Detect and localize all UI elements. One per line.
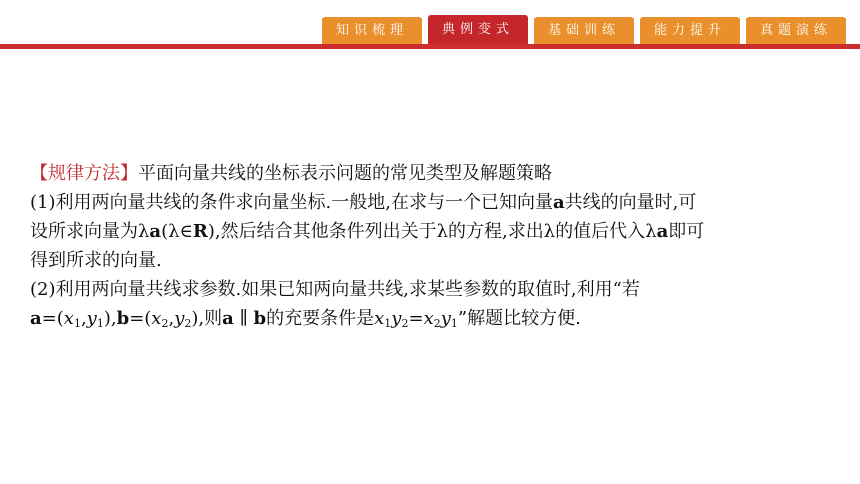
paragraph-1 — [30, 188, 830, 275]
method-heading — [30, 160, 830, 188]
lambda-symbol: λ — [543, 221, 556, 242]
heading-tag: 【规律方法】 — [30, 163, 138, 184]
text-run: ”解题比较方便. — [457, 308, 581, 329]
tab-ability-improvement[interactable]: 能力提升 — [640, 17, 740, 45]
text-run: 的方程,求出 — [448, 221, 544, 242]
vector-a: a — [149, 221, 162, 242]
subscript: 1 — [96, 317, 104, 330]
para1-line3: 得到所求的向量. — [30, 250, 162, 271]
text-run: , — [80, 308, 87, 329]
para2-line1: (2)利用两向量共线求参数.如果已知两向量共线,求某些参数的取值时,利用“若 — [30, 279, 640, 300]
text-run: 设所求向量为 — [30, 221, 138, 242]
subscript: 2 — [161, 317, 169, 330]
subscript: 1 — [73, 317, 81, 330]
text-run: = — [408, 308, 424, 329]
var-x: x — [63, 308, 74, 329]
var-y: y — [174, 308, 185, 329]
text-run: , — [168, 308, 175, 329]
vector-a: a — [552, 192, 565, 213]
subscript: 1 — [384, 317, 392, 330]
lambda-symbol: λ — [168, 221, 180, 242]
vector-a: a — [30, 308, 42, 329]
tab-typical-examples[interactable]: 典例变式 — [428, 15, 528, 45]
text-run: (1)利用两向量共线的条件求向量坐标.一般地,在求与一个已知向量 — [30, 192, 553, 213]
text-run: =( — [41, 308, 64, 329]
method-summary — [30, 160, 830, 333]
element-of-symbol: ∈ — [179, 221, 193, 242]
vector-b: b — [116, 308, 130, 329]
text-run: 即可 — [668, 221, 705, 242]
vector-a: a — [222, 308, 234, 329]
para2-line2 — [30, 304, 830, 333]
var-x: x — [151, 308, 162, 329]
text-run: ,然后结合其他条件列出关于 — [214, 221, 437, 242]
text-run: 共线的向量时,可 — [564, 192, 697, 213]
header-rule — [0, 44, 860, 49]
text-run: ) — [207, 221, 215, 242]
text-run: ), — [103, 308, 117, 329]
subscript: 2 — [184, 317, 192, 330]
paragraph-2 — [30, 275, 830, 333]
text-run: ),则 — [191, 308, 223, 329]
lambda-symbol: λ — [436, 221, 449, 242]
subscript: 2 — [401, 317, 409, 330]
para1-line2 — [30, 217, 830, 246]
var-y: y — [86, 308, 97, 329]
lambda-symbol: λ — [138, 221, 150, 242]
text-run: 的充要条件是 — [266, 308, 375, 329]
text-run: ( — [161, 221, 169, 242]
subscript: 1 — [450, 317, 458, 330]
text-run: =( — [129, 308, 152, 329]
var-y: y — [440, 308, 451, 329]
vector-a: a — [656, 221, 669, 242]
tab-real-exam-practice[interactable]: 真题演练 — [746, 17, 846, 45]
para1-line1 — [30, 188, 830, 217]
lambda-symbol: λ — [645, 221, 657, 242]
subscript: 2 — [433, 317, 441, 330]
var-x: x — [423, 308, 434, 329]
parallel-symbol: ∥ — [233, 308, 254, 329]
var-y: y — [391, 308, 402, 329]
var-x: x — [374, 308, 385, 329]
tab-basic-training[interactable]: 基础训练 — [534, 17, 634, 45]
tab-knowledge-review[interactable]: 知识梳理 — [322, 17, 422, 45]
vector-b: b — [253, 308, 267, 329]
text-run: 的值后代入 — [555, 221, 646, 242]
real-set-symbol: R — [192, 221, 208, 242]
heading-text: 平面向量共线的坐标表示问题的常见类型及解题策略 — [138, 163, 552, 184]
